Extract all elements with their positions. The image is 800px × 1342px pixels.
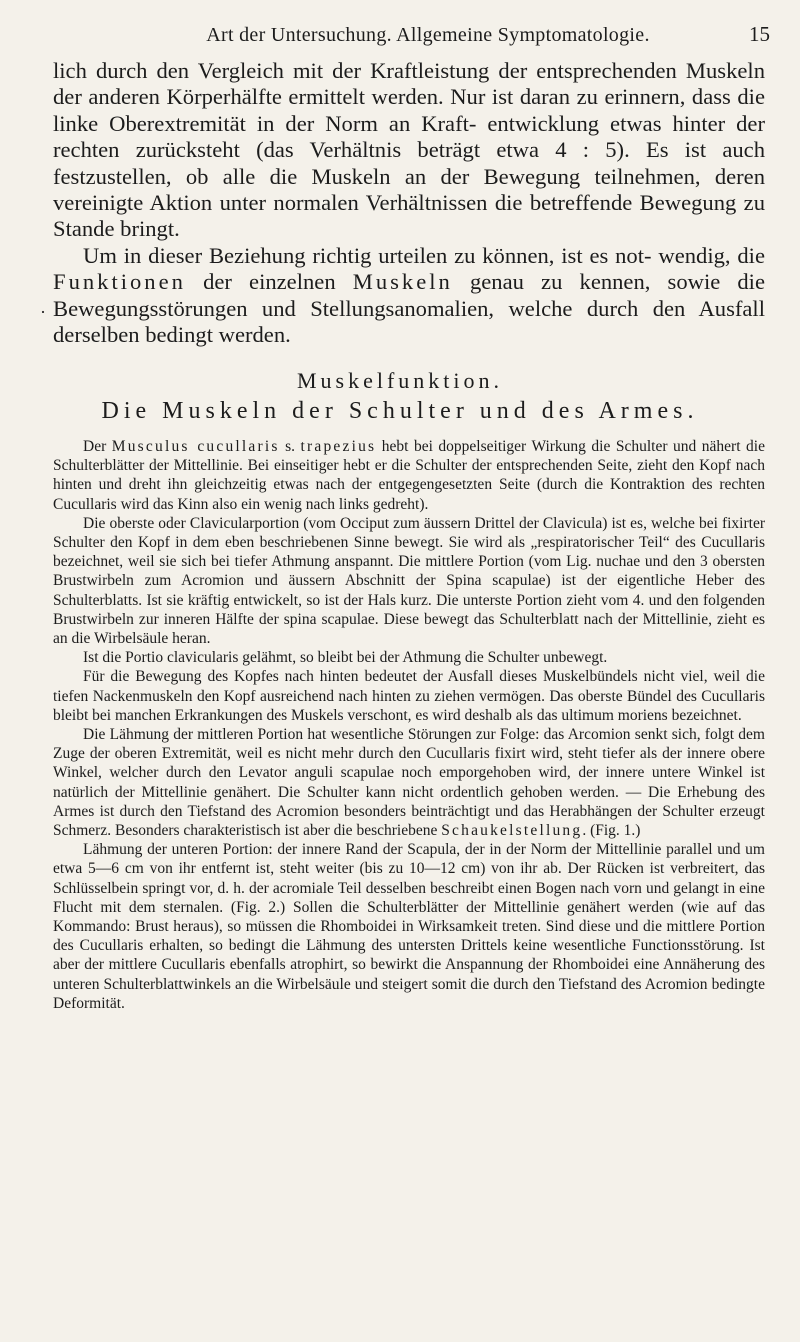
emphasis-muskeln: Muskeln <box>352 269 453 295</box>
text-line: zu erinnern, dass die linke Oberextremität in der Norm an Kraft- <box>53 84 765 136</box>
intro-text <box>53 58 765 348</box>
text-fragment: hebt bei doppelseitiger Wirkung die Schulter und nähert die Schulterblätter der Mittellinie. Bei einseitiger hebt er die Schulter der entsprechenden Seite, zieht den Kopf nach hinten und dreht ihn gleichzeitig etwas nach der entgegengesetzten Seite (durch die Kontraktion des rechten Cucullaris wird das Kinn also ein wenig nach links gedreht). <box>53 438 765 513</box>
text-line: beträgt etwa 4 : 5). Es ist auch festzustellen, ob alle die Muskeln an <box>53 137 765 189</box>
text-fragment: Der <box>83 438 112 455</box>
text-fragment: . (Fig. 1.) <box>582 822 641 840</box>
small-print-text <box>53 437 765 1013</box>
term-musculus-cucullaris: Musculus cucullaris <box>111 438 280 455</box>
paragraph-clavicular-portion: Die oberste oder Clavicularportion (vom Occiput zum äussern Drittel der Clavicula) ist es, welche bei fixirter Schulter den Kopf in dem eben beschriebenen Sinne bewegt. Sie wird als „respiratorischer Teil“ des Cucullaris bezeichnet, weil sie sich bei tiefer Athmung anspannt. Die mittlere Portion (vom Lig. nuchae und den 3 obersten Brustwirbeln zum Acromion und äussern Abschnitt der Spina scapulae) ist der eigentliche Heber des Schulterblatts. Ist sie kräftig entwickelt, so ist der Hals kurz. Die unterste Portion zieht vom 4. und den folgenden Brustwirbeln zur inneren Hälfte der spina scapulae. Diese bewegt das Schulterblatt nach der Mittellinie, zieht es an die Wirbelsäule heran. <box>53 514 765 648</box>
text-line: Muskeln der anderen Körperhälfte ermittelt werden. Nur ist daran <box>53 58 765 110</box>
subsection-heading: Die Muskeln der Schulter und des Armes. <box>101 398 699 424</box>
paragraph-lower-portion: Lähmung der unteren Portion: der innere Rand der Scapula, der in der Norm der Mittellinie parallel und um etwa 5—6 cm von ihr entfernt ist, steht weiter (bis zu 10—12 cm) von ihr ab. Der Rücken ist verbreitert, das Schlüsselbein springt vor, d. h. der acromiale Teil desselben beschreibt einen Bogen nach vorn und gelangt in eine Flucht mit dem sternalen. (Fig. 2.) Sollen die Schulterblätter der Mittellinie genähert werden (wie auf das Kommando: Brust heraus), so müssen die Rhomboidei in Wirksamkeit treten. Sind diese und die mittlere Portion des Cucullaris erhalten, so bedingt die Lähmung des untersten Drittels keine wesentliche Functionsstörung. Ist aber der mittlere Cucullaris ebenfalls atrophirt, so bewirkt die Anspannung der Rhomboidei eine Annäherung des unteren Schulterblattwinkels an die Wirbelsäule und steigert somit die durch den Tiefstand des Acromion bedingte Deformität. <box>53 841 765 1012</box>
margin-mark: · <box>40 302 46 322</box>
intro-paragraph-2 <box>53 243 765 349</box>
page-number: 15 <box>749 22 770 46</box>
text-line: kennen, sowie die Bewegungsstörungen und Stellungsanomalien, <box>53 269 765 321</box>
paragraph-head-movement: Für die Bewegung des Kopfes nach hinten bedeutet der Ausfall dieses Muskelbündels nicht viel, weil die tiefen Nackenmuskeln den Kopf ausreichend nach hinten zu ziehen vermögen. Das oberste Bündel des Cucullaris bleibt bei manchen Erkrankungen des Muskels verschont, es wird deshalb als das ultimum moriens bezeichnet. <box>53 668 765 724</box>
paragraph-cucullaris <box>53 437 765 514</box>
intro-paragraph-1 <box>53 58 765 243</box>
text-fragment: wendig, die <box>658 242 765 268</box>
paragraph-portio-clavicularis: Ist die Portio clavicularis gelähmt, so bleibt bei der Athmung die Schulter unbewegt. <box>83 649 608 667</box>
paragraph-middle-portion <box>53 725 765 840</box>
text-fragment: der einzelnen <box>185 269 353 295</box>
running-head: Art der Untersuchung. Allgemeine Symptomatologie. <box>206 24 650 46</box>
term-schaukelstellung: Schaukelstellung <box>441 822 583 840</box>
text-line: Verhältnissen die betreffende Bewegung zu Stande bringt. <box>53 190 765 242</box>
text-line: lich durch den Vergleich mit der Kraftleistung der entsprechenden <box>53 58 677 83</box>
text-line: Um in dieser Beziehung richtig urteilen zu können, ist es not- <box>83 242 652 268</box>
text-fragment: Die Lähmung der mittleren Portion hat wesentliche Störungen zur Folge: das Arcomion senkt sich, folgt dem Zuge der oberen Extremität, weil es nicht mehr durch den Cucullaris fixirt wird, steht tiefer als der innere obere Winkel, welcher durch den Levator anguli scapulae noch emporgehoben wird, der innere untere Winkel ist natürlich der Mittellinie genähert. Die Schulter kann nicht ordentlich gehoben werden. — Die Erhebung des Armes ist durch den Tiefstand des Acromion besonders beinträchtigt und das Herabhängen der Schulter erzeugt Schmerz. Besonders charakteristisch ist aber die beschriebene <box>53 726 765 840</box>
text-fragment: s. <box>279 438 301 455</box>
text-fragment: genau zu <box>452 269 563 295</box>
text-line: welche durch den Ausfall derselben bedingt werden. <box>53 295 765 348</box>
emphasis-funktionen: Funktionen <box>53 269 186 295</box>
text-line: entwicklung etwas hinter der rechten zurücksteht (das Verhältnis <box>53 110 765 163</box>
section-heading: Muskelfunktion. <box>296 368 504 393</box>
term-trapezius: trapezius <box>300 438 377 455</box>
page-header <box>86 22 770 54</box>
text-line: der Bewegung teilnehmen, deren vereinigte Aktion unter normalen <box>53 163 765 216</box>
